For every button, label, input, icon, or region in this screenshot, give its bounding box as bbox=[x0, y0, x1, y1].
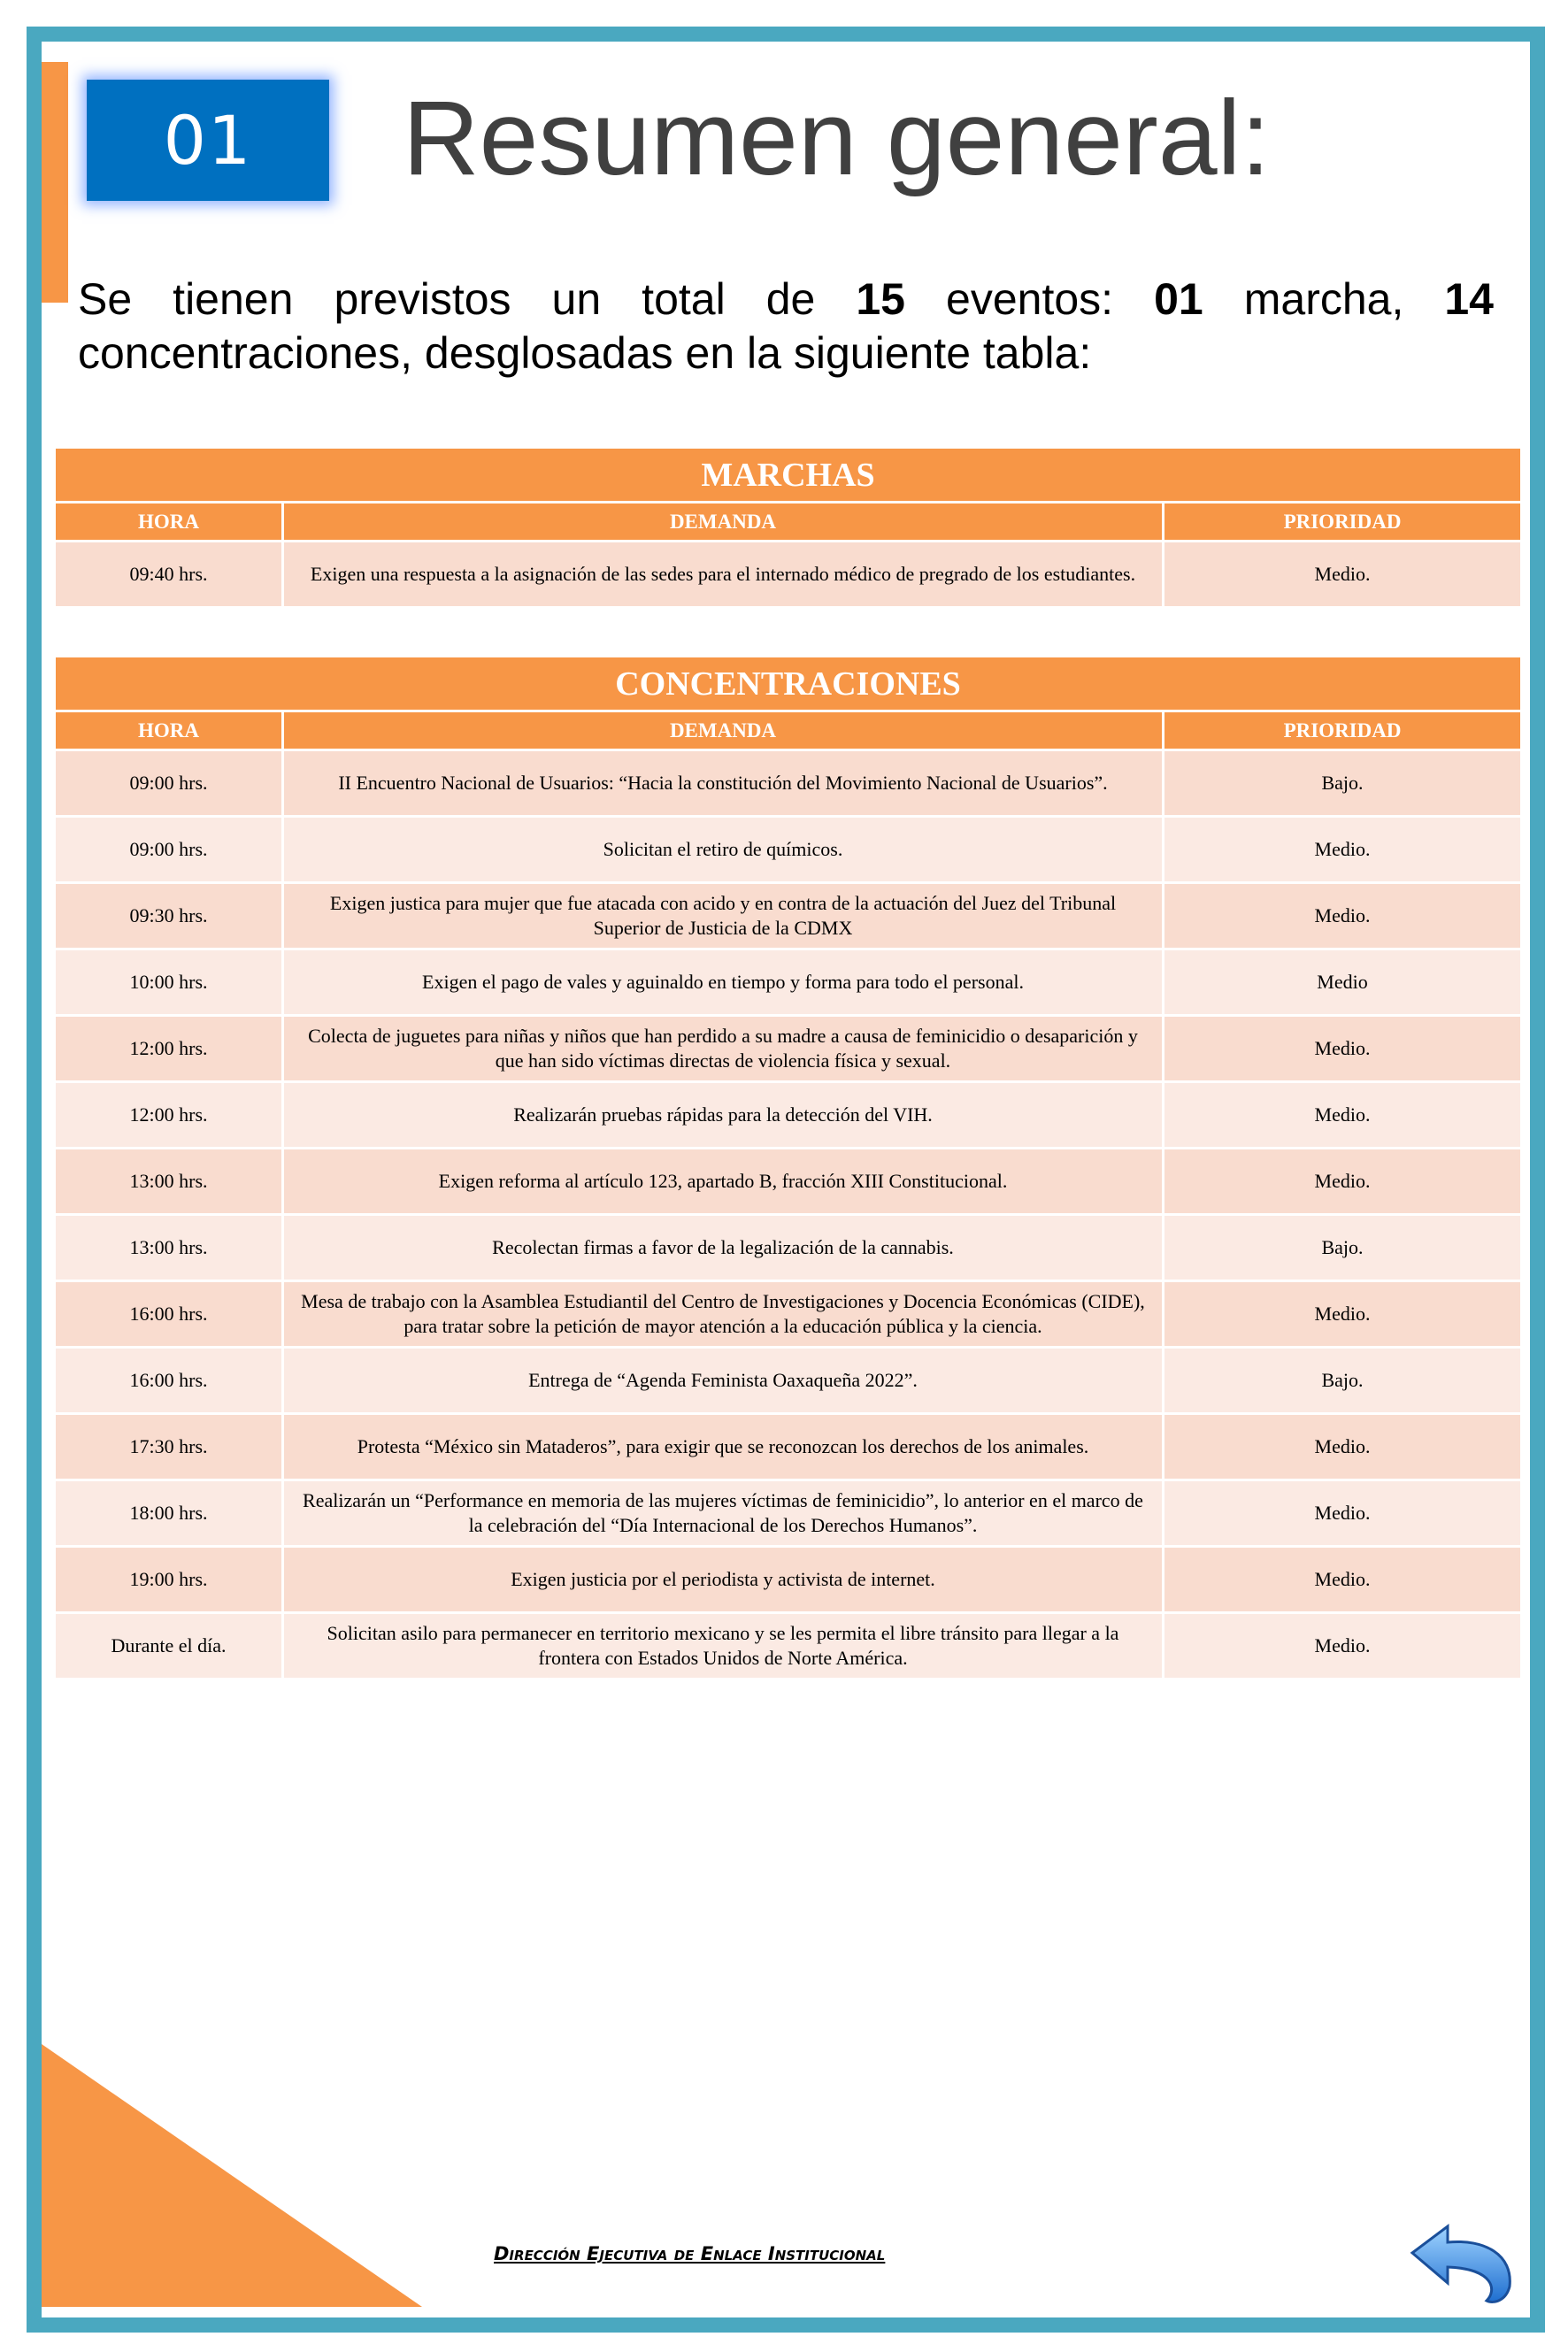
cell-demanda: Colecta de juguetes para niñas y niños que han perdido a su madre a causa de feminicidio o desaparición y que han sido víctimas directas de violencia física y sexual. bbox=[283, 1016, 1164, 1082]
cell-hora: 09:40 hrs. bbox=[55, 542, 283, 608]
page-title: Resumen general: bbox=[403, 79, 1271, 197]
column-header-demanda: DEMANDA bbox=[283, 711, 1164, 750]
table-row bbox=[55, 1414, 1522, 1480]
cell-demanda: Solicitan el retiro de químicos. bbox=[283, 817, 1164, 883]
column-header-prioridad: PRIORIDAD bbox=[1164, 503, 1522, 542]
table-row bbox=[55, 883, 1522, 949]
intro-mid2: marcha, bbox=[1203, 274, 1445, 324]
table-row bbox=[55, 1149, 1522, 1215]
cell-prioridad: Medio. bbox=[1164, 1547, 1522, 1613]
table-row bbox=[55, 542, 1522, 608]
cell-demanda: Exigen justica para mujer que fue atacada con acido y en contra de la actuación del Juez del Tribunal Superior de Justicia de la CDMX bbox=[283, 883, 1164, 949]
cell-demanda: Entrega de “Agenda Feminista Oaxaqueña 2022”. bbox=[283, 1348, 1164, 1414]
section-number: 01 bbox=[163, 101, 253, 180]
cell-prioridad: Medio. bbox=[1164, 1016, 1522, 1082]
cell-hora: 09:30 hrs. bbox=[55, 883, 283, 949]
cell-demanda: Exigen reforma al artículo 123, apartado B, fracción XIII Constitucional. bbox=[283, 1149, 1164, 1215]
cell-prioridad: Medio. bbox=[1164, 817, 1522, 883]
cell-hora: 18:00 hrs. bbox=[55, 1480, 283, 1547]
cell-hora: 09:00 hrs. bbox=[55, 750, 283, 817]
table-row bbox=[55, 1082, 1522, 1149]
table-row bbox=[55, 1281, 1522, 1348]
cell-prioridad: Medio. bbox=[1164, 1480, 1522, 1547]
column-header-hora: HORA bbox=[55, 711, 283, 750]
left-accent-bar bbox=[42, 62, 68, 303]
column-header-demanda: DEMANDA bbox=[283, 503, 1164, 542]
table-row bbox=[55, 817, 1522, 883]
cell-prioridad: Medio bbox=[1164, 949, 1522, 1016]
cell-prioridad: Medio. bbox=[1164, 883, 1522, 949]
cell-hora: 19:00 hrs. bbox=[55, 1547, 283, 1613]
marchas-table bbox=[53, 446, 1523, 609]
cell-demanda: Recolectan firmas a favor de la legalización de la cannabis. bbox=[283, 1215, 1164, 1281]
cell-hora: 10:00 hrs. bbox=[55, 949, 283, 1016]
table-row bbox=[55, 1348, 1522, 1414]
intro-post: concentraciones, desglosadas en la siguiente tabla: bbox=[78, 328, 1092, 378]
cell-prioridad: Medio. bbox=[1164, 542, 1522, 608]
table-row bbox=[55, 750, 1522, 817]
cell-demanda: Realizarán un “Performance en memoria de las mujeres víctimas de feminicidio”, lo anterior en el marco de la celebración del “Día Internacional de los Derechos Humanos”. bbox=[283, 1480, 1164, 1547]
cell-hora: 16:00 hrs. bbox=[55, 1348, 283, 1414]
cell-prioridad: Bajo. bbox=[1164, 1215, 1522, 1281]
intro-total: 15 bbox=[856, 274, 905, 324]
cell-hora: 12:00 hrs. bbox=[55, 1016, 283, 1082]
concentraciones-table bbox=[53, 655, 1523, 1680]
cell-demanda: Exigen una respuesta a la asignación de las sedes para el internado médico de pregrado de los estudiantes. bbox=[283, 542, 1164, 608]
intro-concentraciones-count: 14 bbox=[1444, 274, 1494, 324]
cell-demanda: Realizarán pruebas rápidas para la detección del VIH. bbox=[283, 1082, 1164, 1149]
concentraciones-title: CONCENTRACIONES bbox=[55, 657, 1522, 711]
cell-prioridad: Bajo. bbox=[1164, 1348, 1522, 1414]
cell-hora: 09:00 hrs. bbox=[55, 817, 283, 883]
cell-hora: 16:00 hrs. bbox=[55, 1281, 283, 1348]
section-number-badge bbox=[87, 80, 329, 201]
table-row bbox=[55, 1215, 1522, 1281]
cell-demanda: Mesa de trabajo con la Asamblea Estudiantil del Centro de Investigaciones y Docencia Económicas (CIDE), para tratar sobre la petición de mayor atención a la educación pública y la ciencia. bbox=[283, 1281, 1164, 1348]
column-header-prioridad: PRIORIDAD bbox=[1164, 711, 1522, 750]
cell-hora: 17:30 hrs. bbox=[55, 1414, 283, 1480]
table-row bbox=[55, 1613, 1522, 1679]
cell-prioridad: Bajo. bbox=[1164, 750, 1522, 817]
back-arrow-icon[interactable] bbox=[1405, 2219, 1520, 2308]
intro-pre: Se tienen previstos un total de bbox=[78, 274, 857, 324]
cell-demanda: Exigen el pago de vales y aguinaldo en tiempo y forma para todo el personal. bbox=[283, 949, 1164, 1016]
cell-demanda: Protesta “México sin Mataderos”, para exigir que se reconozcan los derechos de los animales. bbox=[283, 1414, 1164, 1480]
cell-hora: 13:00 hrs. bbox=[55, 1215, 283, 1281]
column-header-hora: HORA bbox=[55, 503, 283, 542]
intro-marchas-count: 01 bbox=[1154, 274, 1203, 324]
intro-mid1: eventos: bbox=[905, 274, 1155, 324]
marchas-title: MARCHAS bbox=[55, 448, 1522, 503]
intro-paragraph bbox=[78, 273, 1494, 380]
table-row bbox=[55, 949, 1522, 1016]
cell-demanda: II Encuentro Nacional de Usuarios: “Hacia la constitución del Movimiento Nacional de Usuarios”. bbox=[283, 750, 1164, 817]
cell-prioridad: Medio. bbox=[1164, 1414, 1522, 1480]
table-row bbox=[55, 1547, 1522, 1613]
corner-decoration bbox=[42, 2044, 422, 2307]
cell-demanda: Exigen justicia por el periodista y activista de internet. bbox=[283, 1547, 1164, 1613]
cell-demanda: Solicitan asilo para permanecer en territorio mexicano y se les permita el libre tránsito para llegar a la frontera con Estados Unidos de Norte América. bbox=[283, 1613, 1164, 1679]
table-row bbox=[55, 1016, 1522, 1082]
cell-hora: 12:00 hrs. bbox=[55, 1082, 283, 1149]
cell-prioridad: Medio. bbox=[1164, 1613, 1522, 1679]
cell-prioridad: Medio. bbox=[1164, 1149, 1522, 1215]
cell-prioridad: Medio. bbox=[1164, 1281, 1522, 1348]
cell-hora: Durante el día. bbox=[55, 1613, 283, 1679]
cell-prioridad: Medio. bbox=[1164, 1082, 1522, 1149]
footer-text: Dirección Ejecutiva de Enlace Institucional bbox=[494, 2243, 886, 2264]
table-row bbox=[55, 1480, 1522, 1547]
cell-hora: 13:00 hrs. bbox=[55, 1149, 283, 1215]
